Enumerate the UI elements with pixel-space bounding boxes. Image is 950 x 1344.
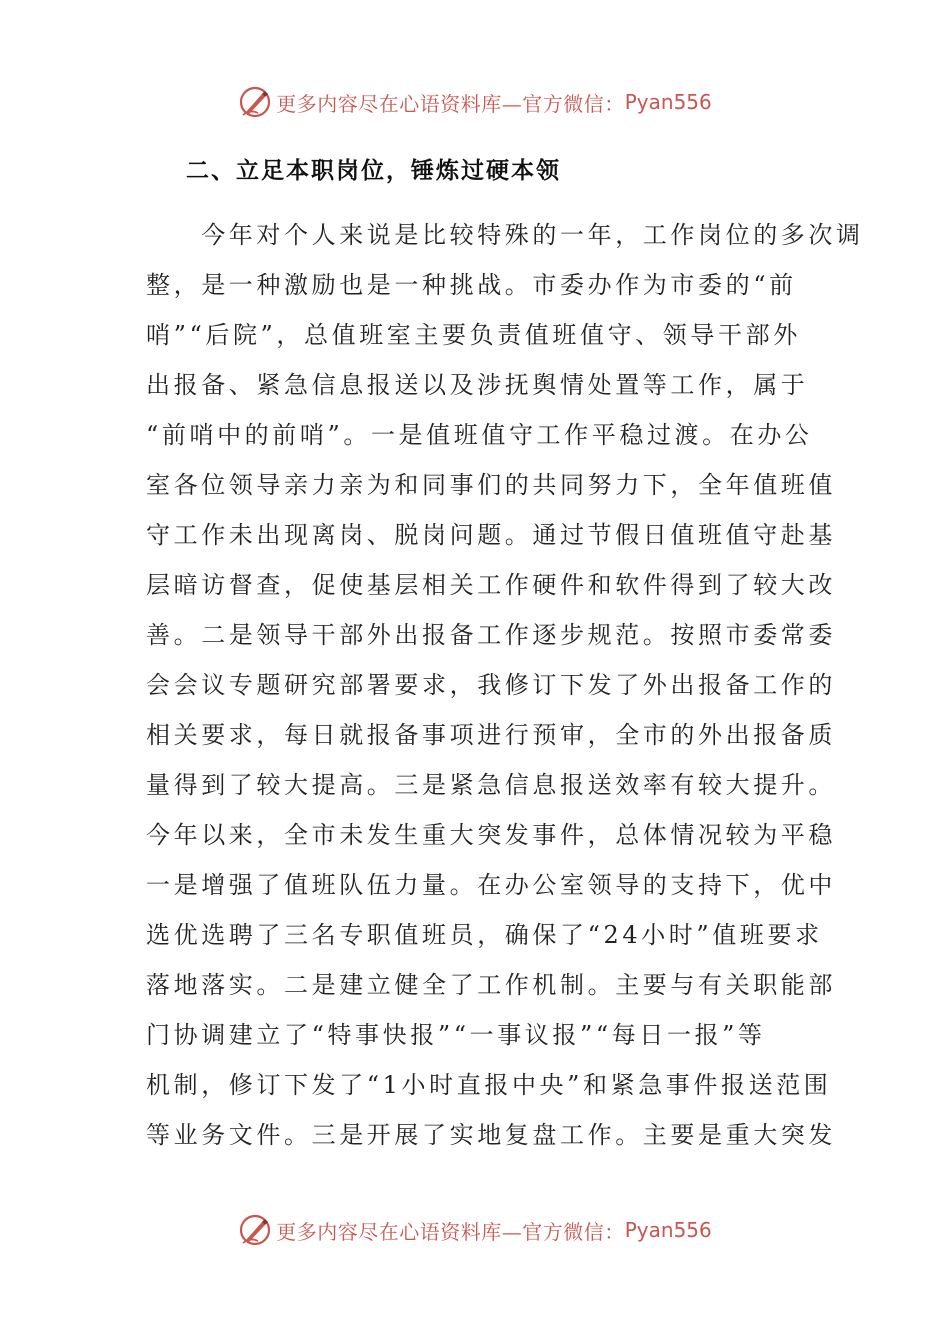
section-heading: 二、立足本职岗位，锤炼过硬本领: [186, 157, 561, 184]
header-watermark: [0, 82, 950, 122]
watermark-text: 更多内容尽在心语资料库—官方微信：: [276, 1219, 625, 1244]
watermark-wechat-id: Pyan556: [624, 1218, 712, 1242]
pen-in-circle-icon: [238, 85, 272, 119]
watermark-wechat-id: Pyan556: [624, 90, 712, 114]
footer-watermark: [0, 1210, 950, 1250]
pen-in-circle-icon: [238, 1213, 272, 1247]
watermark-text: 更多内容尽在心语资料库—官方微信：: [276, 91, 625, 116]
